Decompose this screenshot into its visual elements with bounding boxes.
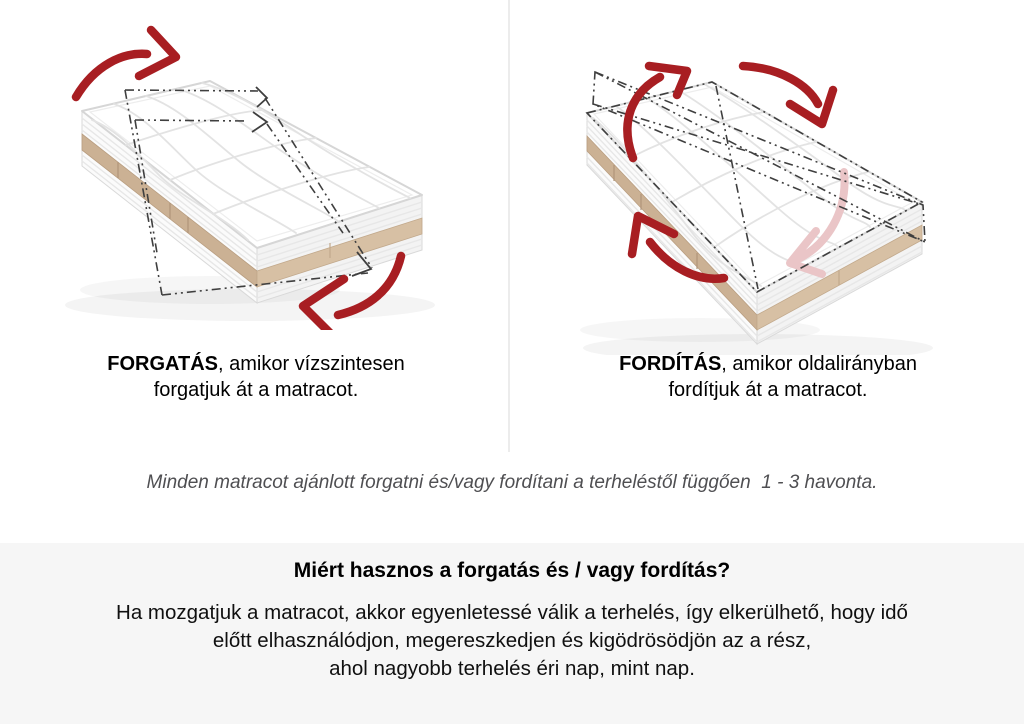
info-panel — [0, 543, 1024, 724]
recommendation-note: Minden matracot ajánlott forgatni és/vagy fordítani a terheléstől függően 1 - 3 havonta. — [146, 472, 878, 493]
panel-body-line1: Ha mozgatjuk a matracot, akkor egyenletessé válik a terhelés, így elkerülhető, hogy idő — [116, 601, 908, 624]
forditas-illustration — [555, 20, 995, 355]
forditas-desc: , amikor oldalirányban — [721, 353, 917, 375]
forditas-term: FORDÍTÁS — [619, 353, 722, 375]
forgatas-desc-line2: forgatjuk át a matracot. — [153, 379, 359, 401]
panel-body-line2: előtt elhasználódjon, megereszkedjen és kigödrösödjön az a rész, — [212, 629, 812, 652]
forgatas-desc: , amikor vízszintesen — [218, 353, 405, 375]
forgatas-term: FORGATÁS — [107, 353, 218, 375]
forgatas-illustration — [40, 18, 480, 330]
forditas-desc-line2: fordítjuk át a matracot. — [668, 379, 868, 401]
panel-body — [0, 599, 1024, 683]
panel-body-line3: ahol nagyobb terhelés éri nap, mint nap. — [329, 657, 695, 680]
forditas-caption — [512, 351, 1024, 403]
forgatas-caption — [0, 351, 512, 403]
panel-heading: Miért hasznos a forgatás és / vagy fordítás? — [293, 559, 731, 582]
